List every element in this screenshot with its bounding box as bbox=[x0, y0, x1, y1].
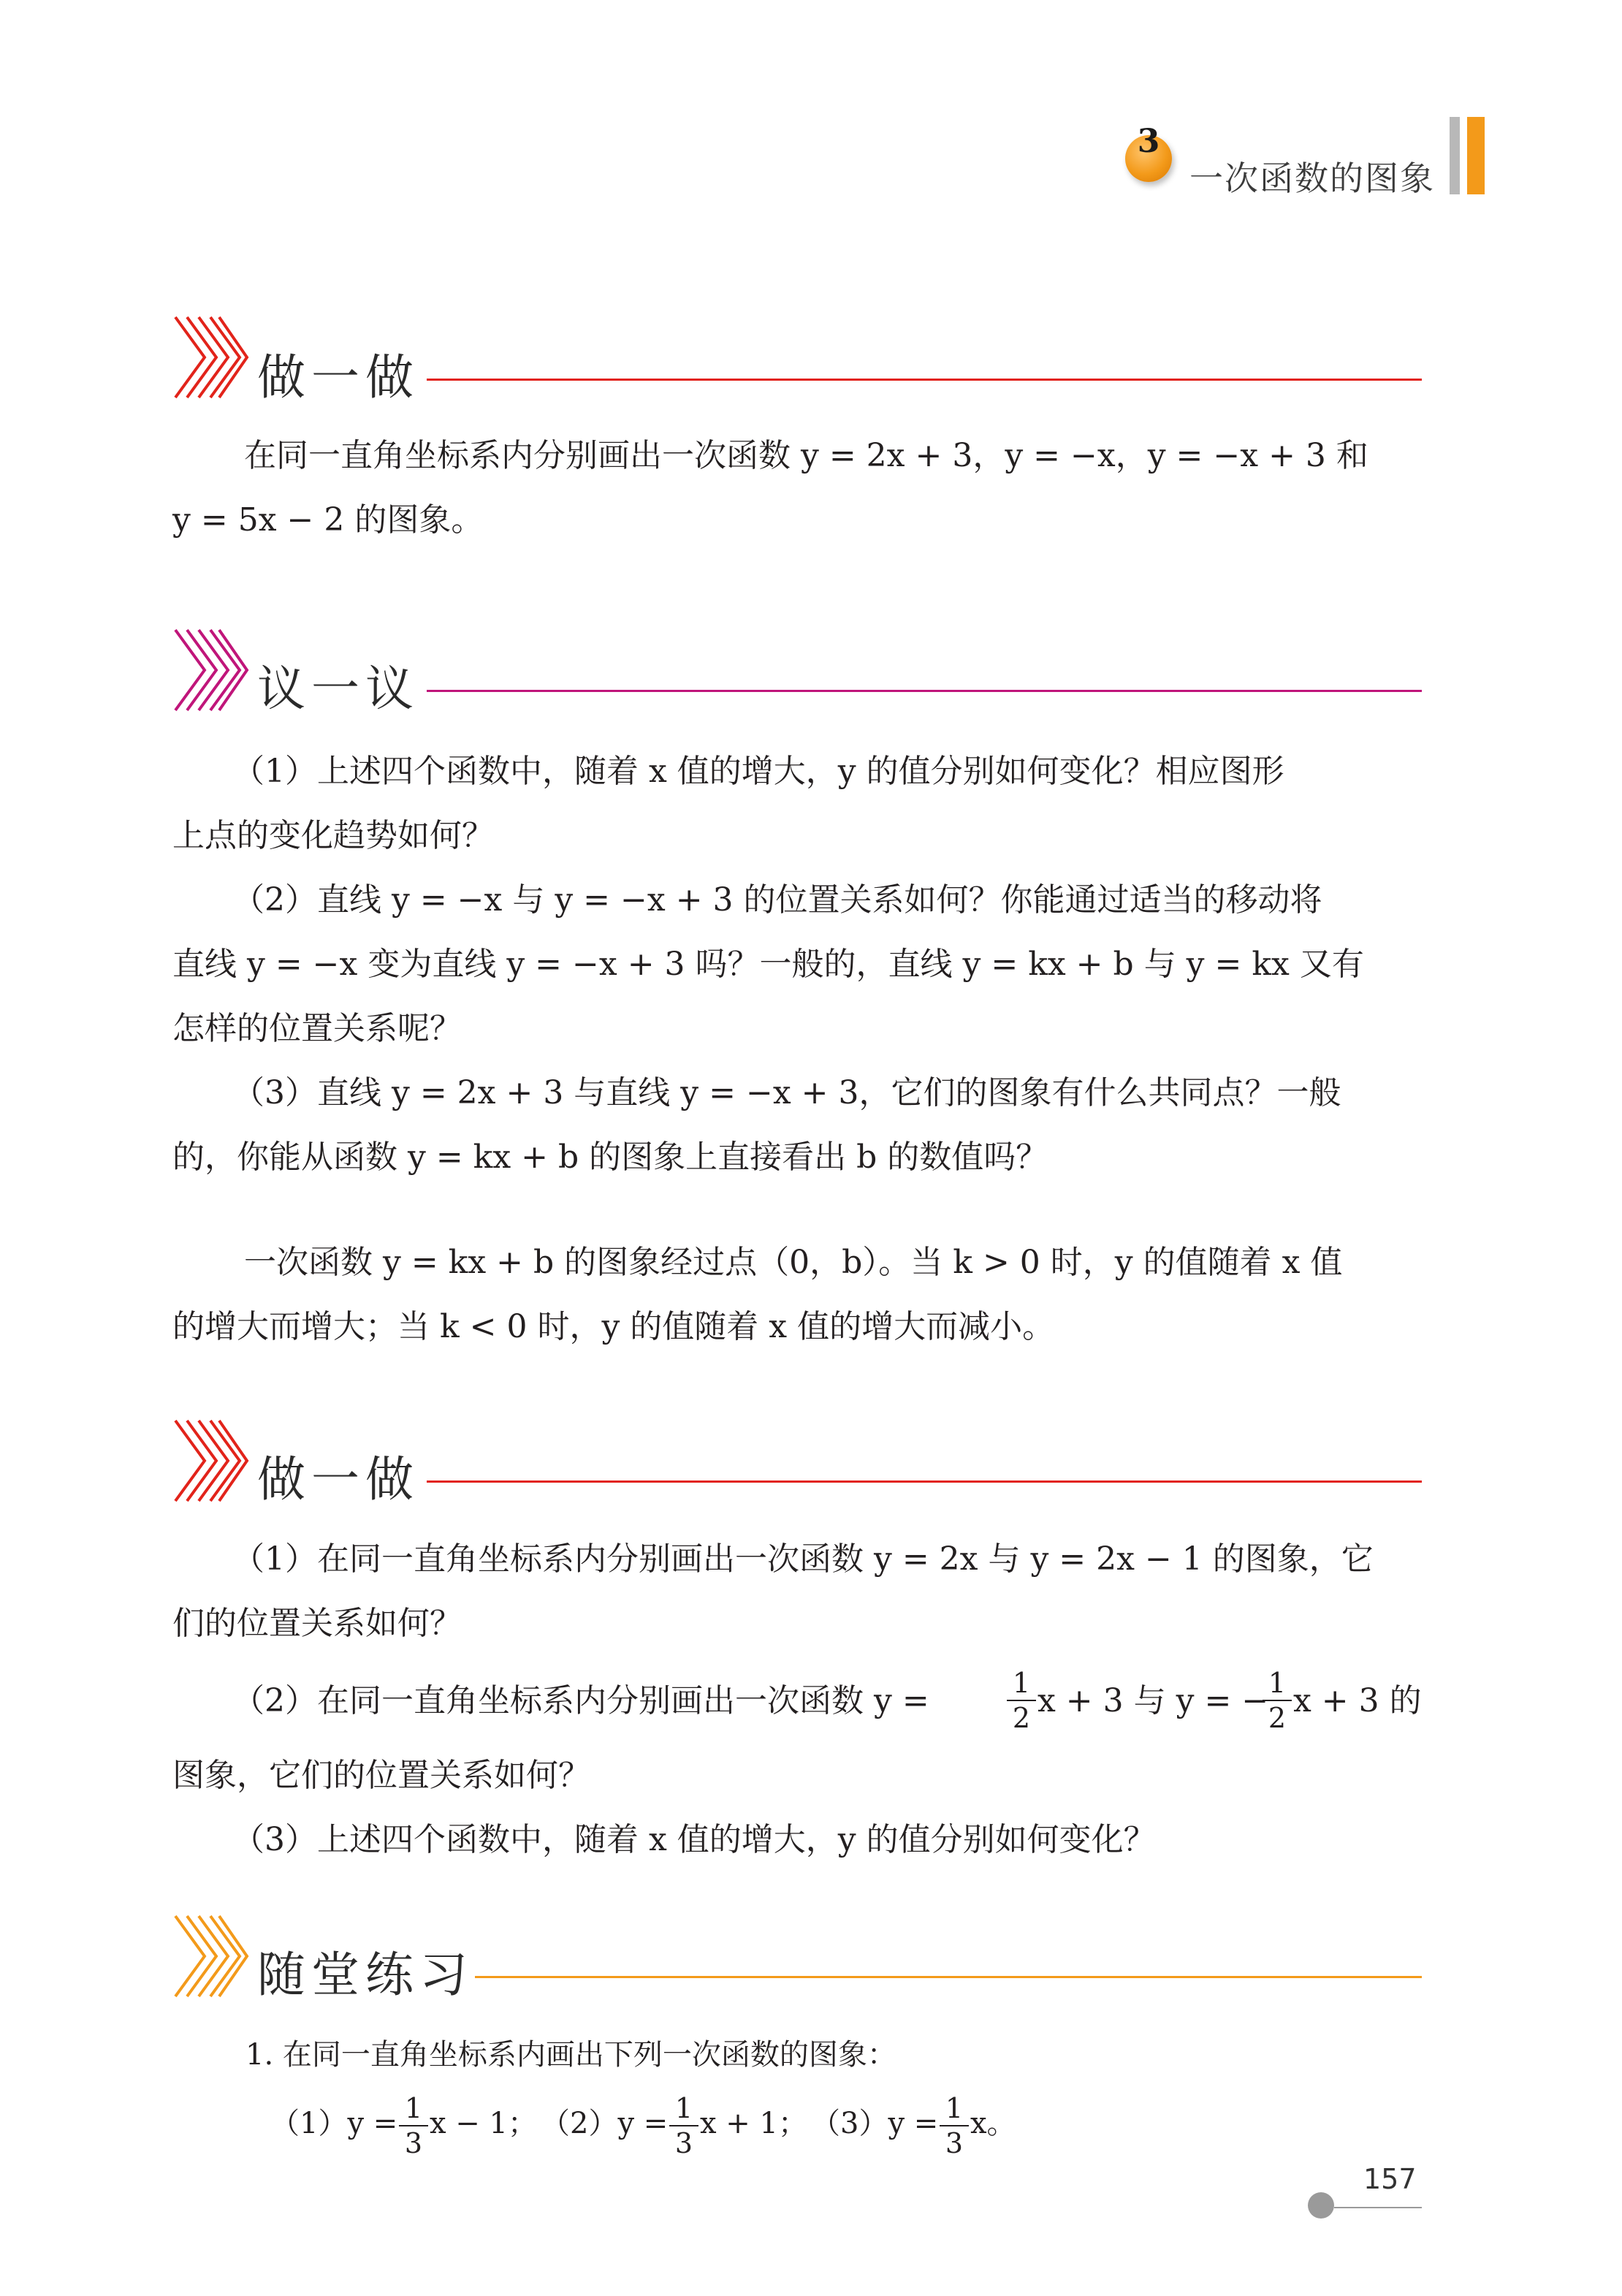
chevron-arrows-icon bbox=[170, 1913, 250, 1999]
conclusion-line-2: 的增大而增大；当 k < 0 时，y 的值随着 x 值的增大而减小。 bbox=[172, 1308, 1055, 1345]
fraction-numerator: 1 bbox=[1263, 1669, 1292, 1701]
practice-item-2-a: （2）y = bbox=[541, 2107, 669, 2140]
practice-item-1-b: x − 1； bbox=[430, 2107, 537, 2140]
do2-line-3-part-b: x + 3 与 y = − bbox=[1037, 1682, 1269, 1719]
fraction-denominator: 2 bbox=[1268, 1702, 1287, 1734]
practice-item-3-b: x。 bbox=[970, 2107, 1016, 2140]
chevron-arrows-icon bbox=[170, 627, 250, 713]
section-number: 3 bbox=[1137, 123, 1160, 160]
fraction-one-third bbox=[399, 2094, 428, 2157]
chevron-arrows-icon bbox=[170, 1418, 250, 1504]
practice-item-1-a: （1）y = bbox=[270, 2107, 398, 2140]
fraction-one-third bbox=[940, 2094, 969, 2157]
do2-line-1: （1）在同一直角坐标系内分别画出一次函数 y = 2x 与 y = 2x − 1 的图象，它 bbox=[232, 1540, 1374, 1578]
section-rule bbox=[427, 1480, 1422, 1483]
fraction-denominator: 3 bbox=[674, 2127, 693, 2159]
fraction-one-third bbox=[669, 2094, 698, 2157]
section-title-do: 做一做 bbox=[257, 349, 419, 406]
section-rule bbox=[427, 690, 1422, 692]
do2-line-3-part-c: x + 3 的 bbox=[1293, 1682, 1422, 1719]
practice-question-1: 1. 在同一直角坐标系内画出下列一次函数的图象： bbox=[245, 2038, 896, 2072]
fraction-one-half bbox=[1263, 1669, 1292, 1732]
discuss-line-2: 上点的变化趋势如何？ bbox=[172, 817, 494, 854]
section-title-discuss: 议一议 bbox=[257, 661, 419, 717]
discuss-line-6: （3）直线 y = 2x + 3 与直线 y = −x + 3，它们的图象有什么共同点？一般 bbox=[232, 1074, 1341, 1111]
fraction-denominator: 2 bbox=[1012, 1702, 1031, 1734]
fraction-one-half bbox=[1007, 1669, 1036, 1732]
header-bar-gray bbox=[1450, 117, 1460, 194]
fraction-numerator: 1 bbox=[1007, 1669, 1036, 1701]
discuss-line-3: （2）直线 y = −x 与 y = −x + 3 的位置关系如何？你能通过适当的移动将 bbox=[232, 881, 1322, 919]
fraction-numerator: 1 bbox=[669, 2094, 698, 2126]
section-rule bbox=[427, 379, 1422, 381]
discuss-line-1: （1）上述四个函数中，随着 x 值的增大，y 的值分别如何变化？相应图形 bbox=[232, 753, 1284, 790]
fraction-denominator: 3 bbox=[945, 2127, 964, 2159]
section-rule bbox=[475, 1976, 1422, 1978]
page-number: 157 bbox=[1363, 2163, 1417, 2195]
do2-line-3-part-a: （2）在同一直角坐标系内分别画出一次函数 y = bbox=[232, 1682, 929, 1719]
conclusion-line-1: 一次函数 y = kx + b 的图象经过点（0，b）。当 k > 0 时，y 的值随着 x 值 bbox=[244, 1244, 1343, 1281]
page-number-rule bbox=[1334, 2207, 1422, 2208]
fraction-numerator: 1 bbox=[940, 2094, 969, 2126]
chapter-section-title: 一次函数的图象 bbox=[1189, 159, 1435, 198]
do1-line-1: 在同一直角坐标系内分别画出一次函数 y = 2x + 3，y = −x，y = −x + 3 和 bbox=[244, 437, 1368, 474]
do2-line-2: 们的位置关系如何？ bbox=[172, 1605, 462, 1642]
do1-line-2: y = 5x − 2 的图象。 bbox=[172, 501, 484, 539]
practice-item-3-a: （3）y = bbox=[811, 2107, 939, 2140]
fraction-denominator: 3 bbox=[404, 2127, 423, 2159]
chevron-arrows-icon bbox=[170, 314, 250, 400]
discuss-line-7: 的，你能从函数 y = kx + b 的图象上直接看出 b 的数值吗？ bbox=[172, 1139, 1048, 1176]
discuss-line-5: 怎样的位置关系呢？ bbox=[172, 1010, 462, 1047]
do2-line-4: 图象，它们的位置关系如何？ bbox=[172, 1757, 590, 1794]
discuss-line-4: 直线 y = −x 变为直线 y = −x + 3 吗？一般的，直线 y = kx + b 与 y = kx 又有 bbox=[172, 946, 1364, 983]
do2-line-5: （3）上述四个函数中，随着 x 值的增大，y 的值分别如何变化？ bbox=[232, 1821, 1156, 1858]
section-title-practice: 随堂练习 bbox=[257, 1947, 473, 2003]
section-title-do: 做一做 bbox=[257, 1451, 419, 1508]
fraction-numerator: 1 bbox=[399, 2094, 428, 2126]
page-number-dot bbox=[1308, 2192, 1334, 2219]
header-bar-orange bbox=[1467, 117, 1485, 194]
practice-item-2-b: x + 1； bbox=[700, 2107, 807, 2140]
